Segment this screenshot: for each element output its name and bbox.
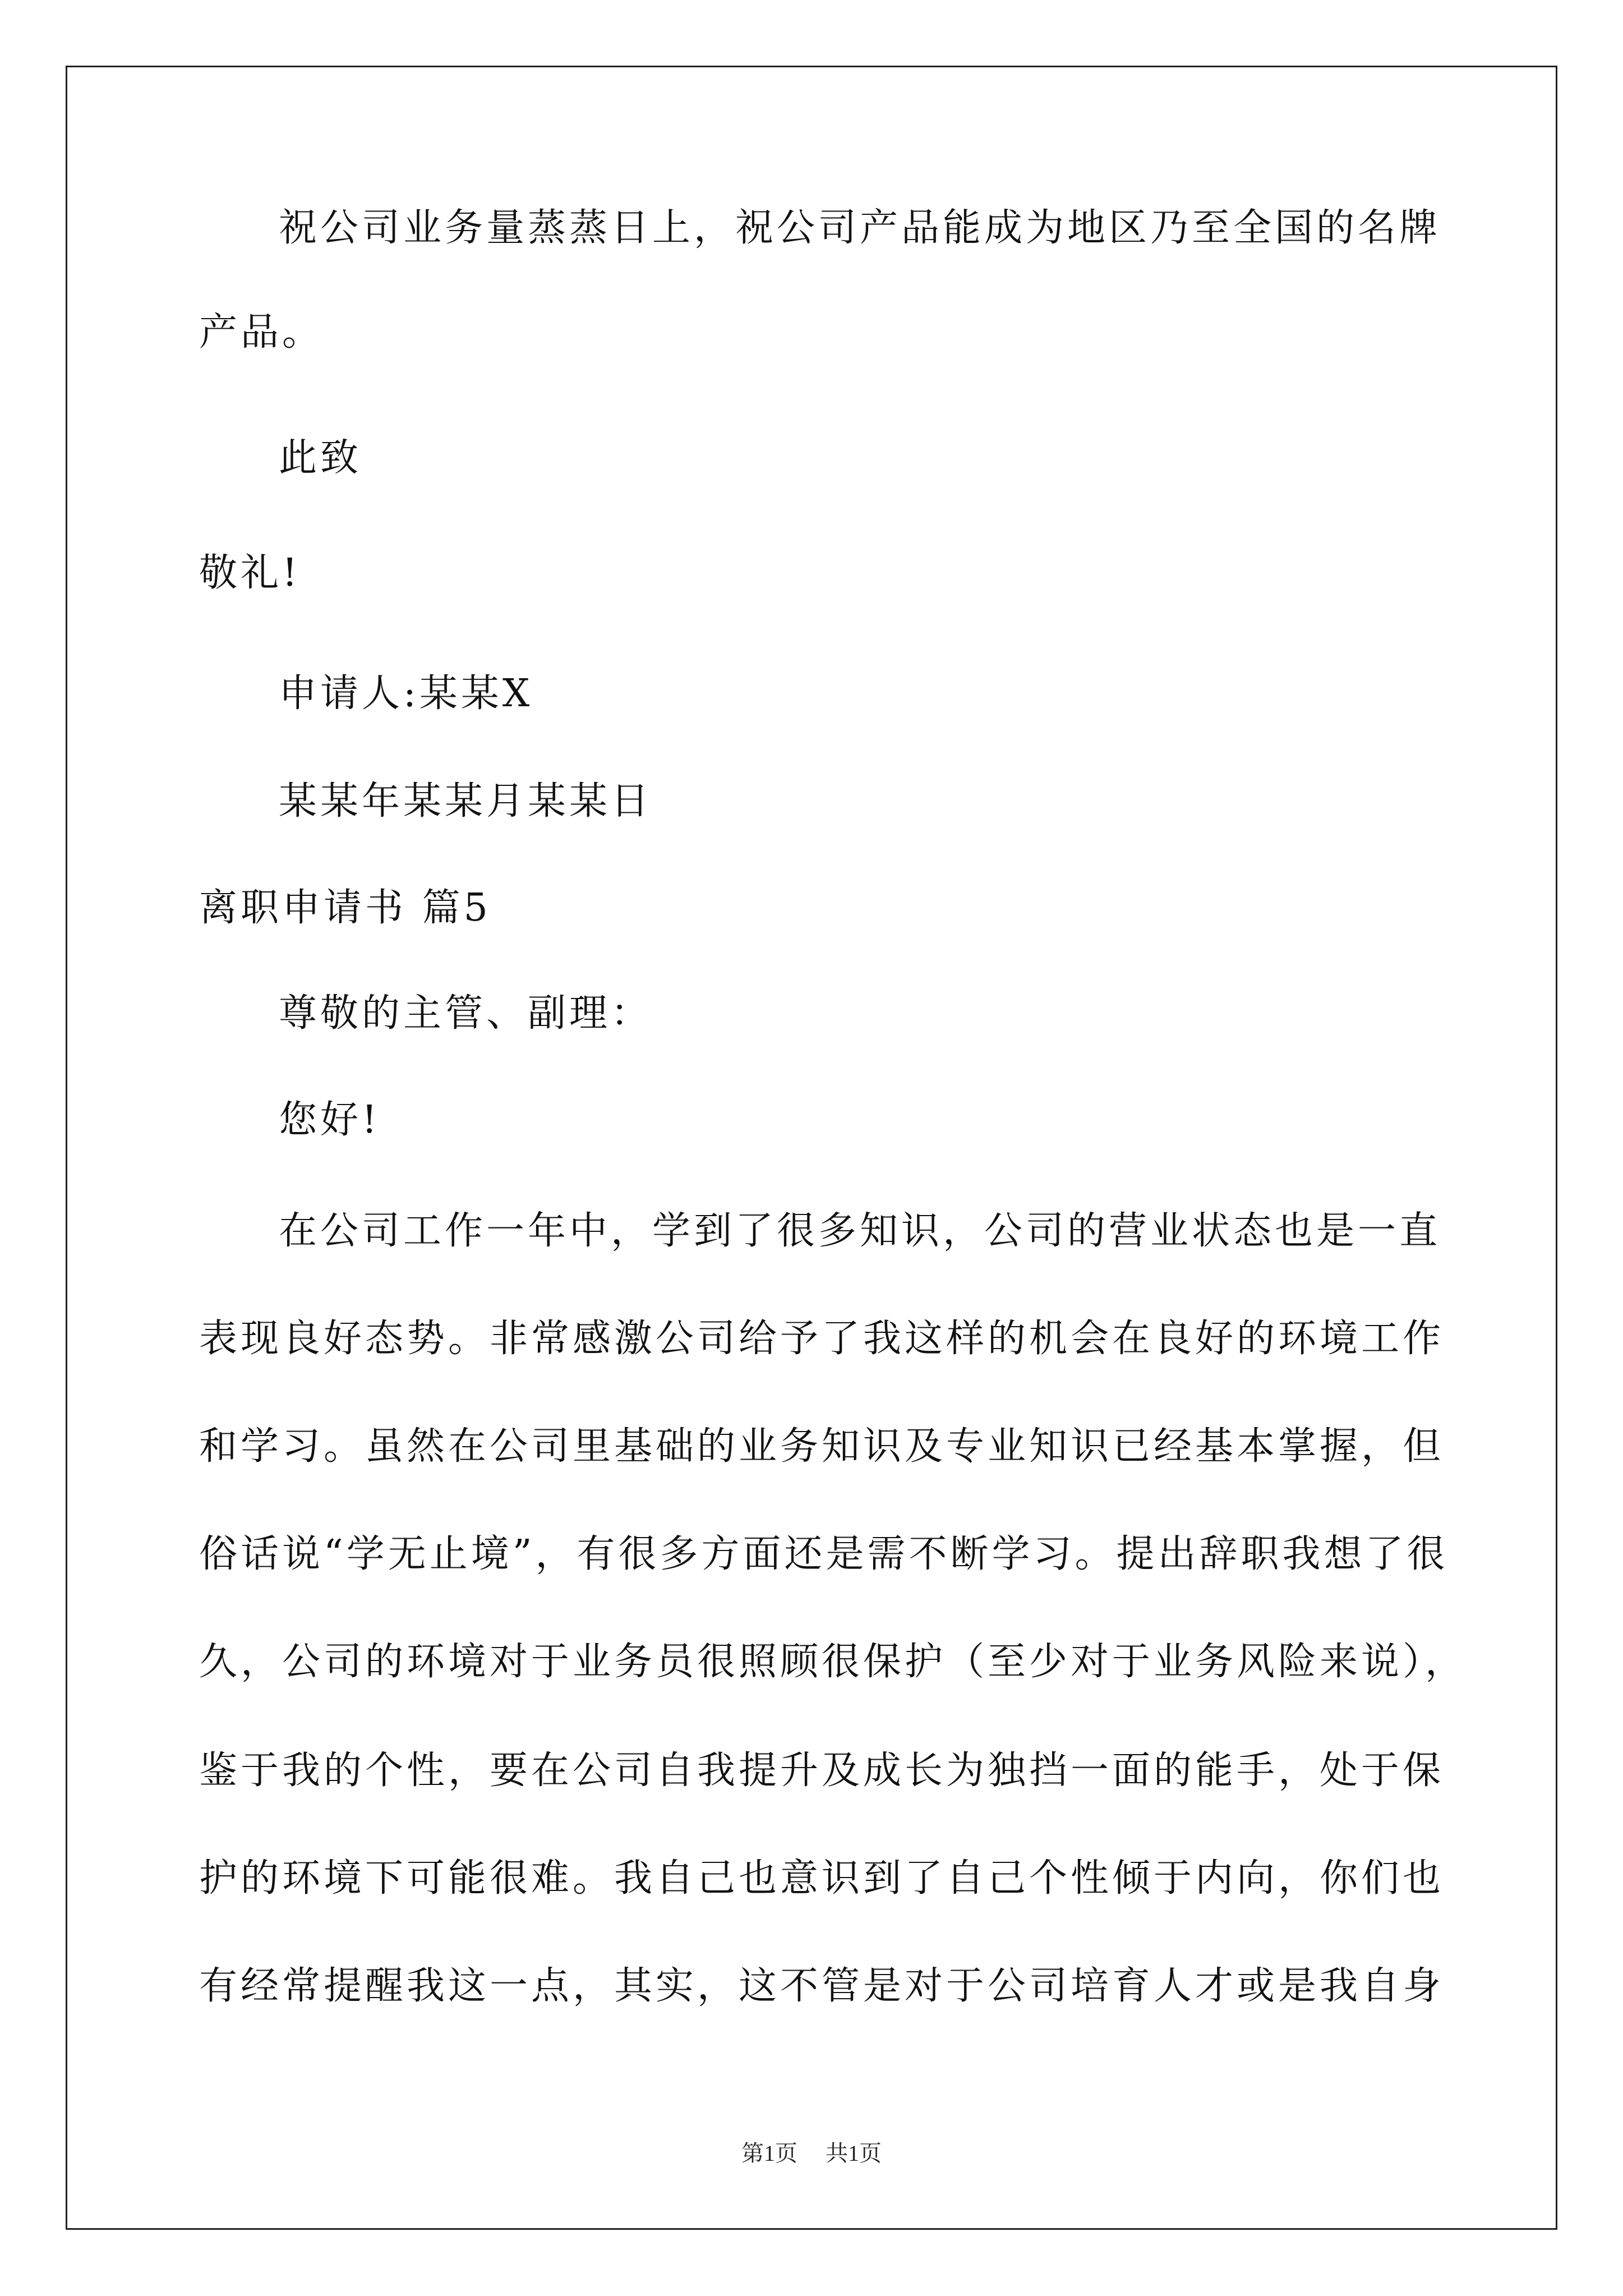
paragraph-line: 祝公司业务量蒸蒸日上，祝公司产品能成为地区乃至全国的名牌 (279, 206, 1441, 250)
date-line: 某某年某某月某某日 (279, 779, 653, 823)
greeting: 您好! (279, 1098, 381, 1142)
paragraph-line: 有经常提醒我这一点，其实，这不管是对于公司培育人才或是我自身 (199, 1964, 1445, 2008)
paragraph-line: 久，公司的环境对于业务员很照顾很保护（至少对于业务风险来说）， (199, 1640, 1467, 1684)
page-number: 第1页 (741, 2141, 797, 2166)
closing-regards: 敬礼! (199, 551, 301, 595)
greeting-recipient: 尊敬的主管、副理： (279, 991, 653, 1036)
page-total: 共1页 (826, 2141, 882, 2166)
applicant-signature: 申请人:某某X (279, 671, 533, 716)
paragraph-line: 鉴于我的个性，要在公司自我提升及成长为独挡一面的能手，处于保 (199, 1749, 1445, 1793)
paragraph-line: 护的环境下可能很难。我自己也意识到了自己个性倾于内向，你们也 (199, 1856, 1445, 1901)
section-heading: 离职申请书 篇5 (199, 886, 491, 930)
closing-salutation: 此致 (279, 436, 362, 480)
paragraph-line: 表现良好态势。非常感激公司给予了我这样的机会在良好的环境工作 (199, 1317, 1445, 1361)
paragraph-line: 在公司工作一年中，学到了很多知识，公司的营业状态也是一直 (279, 1209, 1441, 1253)
paragraph-line: 俗话说“学无止境”，有很多方面还是需不断学习。提出辞职我想了很 (199, 1532, 1449, 1576)
page-border (66, 66, 1557, 2230)
page-footer (0, 2140, 1623, 2167)
paragraph-line: 产品。 (199, 310, 324, 355)
paragraph-line: 和学习。虽然在公司里基础的业务知识及专业知识已经基本掌握，但 (199, 1424, 1445, 1469)
